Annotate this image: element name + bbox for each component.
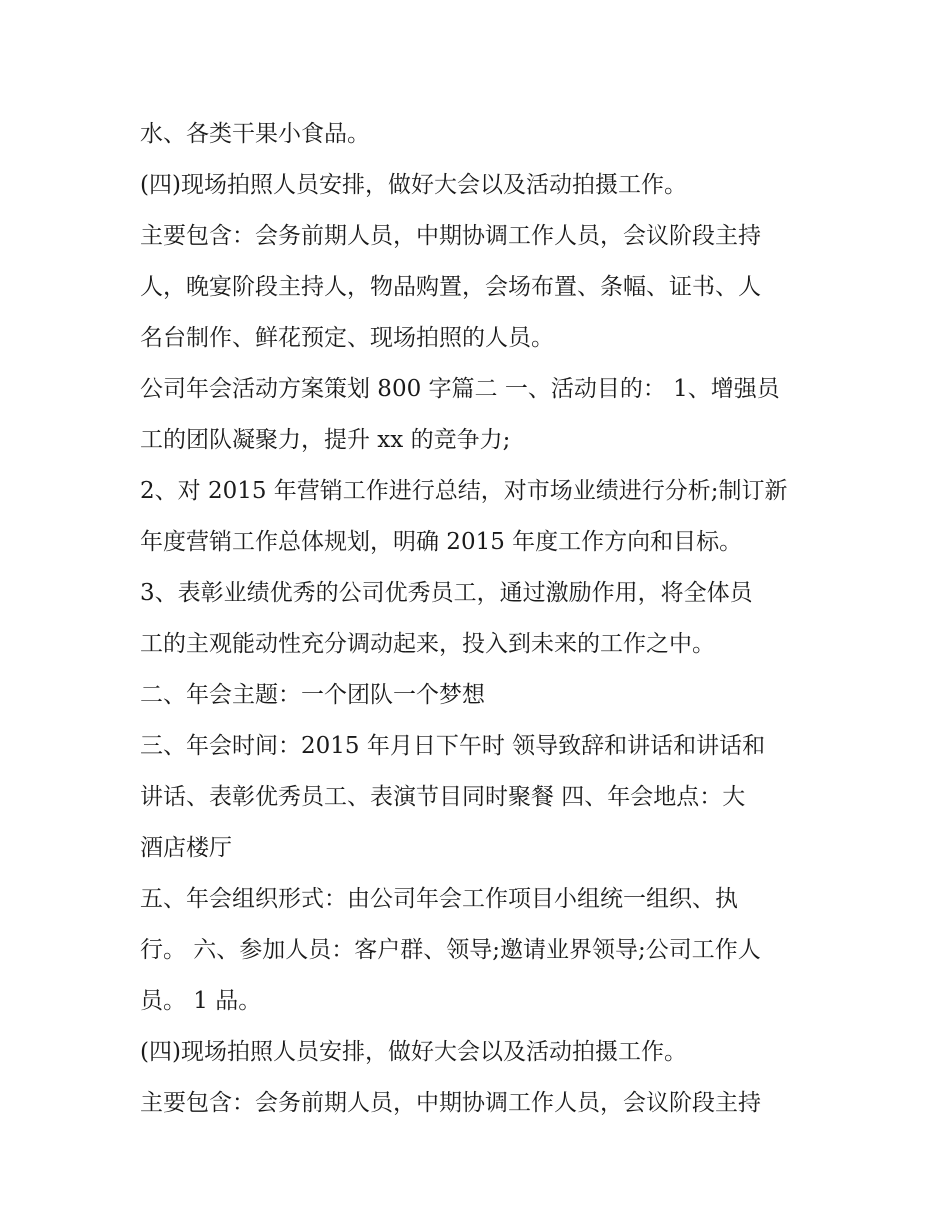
text-line: 年度营销工作总体规划，明确 2015 年度工作方向和目标。 — [140, 529, 743, 555]
text-line: 公司年会活动方案策划 800 字篇二 一、活动目的： 1、增强员 — [140, 376, 780, 402]
text-line: 工的团队凝聚力，提升 xx 的竞争力; — [140, 427, 511, 453]
text-line: 水、各类干果小食品。 — [140, 121, 370, 147]
text-line: 员。 1 品。 — [140, 988, 262, 1014]
text-line: (四)现场拍照人员安排，做好大会以及活动拍摄工作。 — [140, 172, 687, 198]
text-line: 主要包含：会务前期人员，中期协调工作人员，会议阶段主持 — [140, 1090, 761, 1116]
text-line: 酒店楼厅 — [140, 835, 232, 861]
text-line: 二、年会主题：一个团队一个梦想 — [140, 682, 485, 708]
text-line: 3、表彰业绩优秀的公司优秀员工，通过激励作用，将全体员 — [140, 580, 753, 606]
text-line: 主要包含：会务前期人员，中期协调工作人员，会议阶段主持 — [140, 223, 761, 249]
text-line: (四)现场拍照人员安排，做好大会以及活动拍摄工作。 — [140, 1039, 687, 1065]
text-line: 名台制作、鲜花预定、现场拍照的人员。 — [140, 325, 554, 351]
text-line: 2、对 2015 年营销工作进行总结，对市场业绩进行分析;制订新 — [140, 478, 788, 504]
text-line: 人，晚宴阶段主持人，物品购置，会场布置、条幅、证书、人 — [140, 274, 761, 300]
text-line: 讲话、表彰优秀员工、表演节目同时聚餐 四、年会地点：大 — [140, 784, 746, 810]
text-line: 五、年会组织形式：由公司年会工作项目小组统一组织、执 — [140, 886, 738, 912]
text-line: 工的主观能动性充分调动起来，投入到未来的工作之中。 — [140, 631, 715, 657]
text-line: 三、年会时间：2015 年月日下午时 领导致辞和讲话和讲话和 — [140, 733, 766, 759]
document-body — [140, 109, 820, 1129]
text-line: 行。 六、参加人员：客户群、领导;邀请业界领导;公司工作人 — [140, 937, 761, 963]
